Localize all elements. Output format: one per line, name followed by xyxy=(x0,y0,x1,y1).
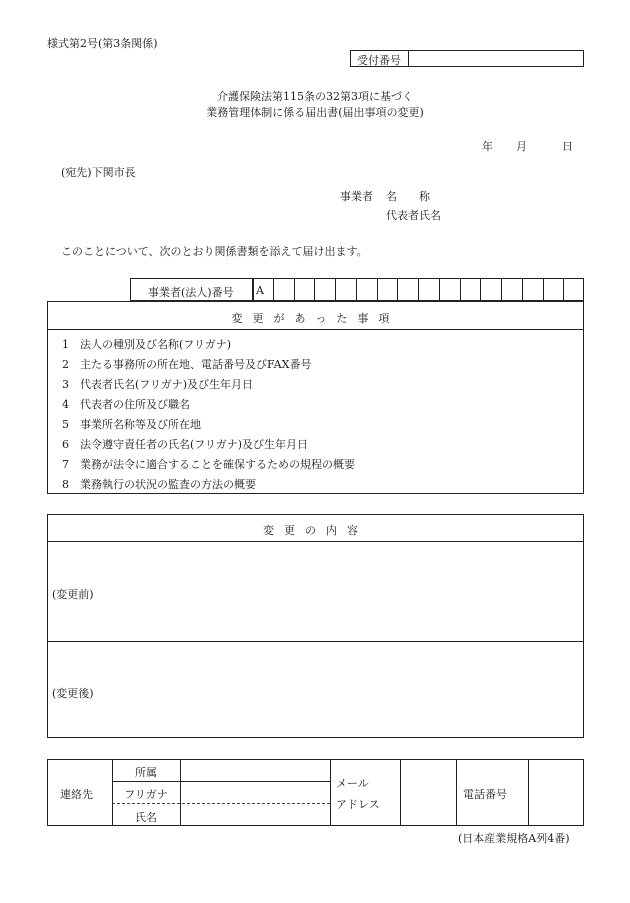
business-number-cell-divider xyxy=(273,278,274,301)
changed-item-3[interactable] xyxy=(62,376,253,392)
business-number-cell-divider xyxy=(377,278,378,301)
footer-note: (日本産業規格A列4番) xyxy=(458,832,570,845)
changed-item-num: 2 xyxy=(62,358,69,371)
changed-item-2[interactable] xyxy=(62,356,311,372)
business-number-cell-divider xyxy=(294,278,295,301)
form-id: 様式第2号(第3条関係) xyxy=(47,37,158,50)
addressee: (宛先)下関市長 xyxy=(61,166,136,179)
contact-label: 連絡先 xyxy=(60,788,93,801)
changed-item-num: 4 xyxy=(62,398,69,411)
contact-row-divider xyxy=(112,781,330,782)
business-number-cell-divider xyxy=(418,278,419,301)
contact-divider xyxy=(456,759,457,826)
changed-item-text: 法令遵守責任者の氏名(フリガナ)及び生年月日 xyxy=(80,438,309,451)
business-number-cell-divider xyxy=(335,278,336,301)
applicant-rep-label: 代表者氏名 xyxy=(386,209,441,222)
contact-phone-label: 電話番号 xyxy=(463,788,507,801)
contact-name-label: 氏名 xyxy=(135,811,157,824)
reception-value-field[interactable] xyxy=(414,52,580,65)
business-number-label: 事業者(法人)番号 xyxy=(148,286,234,299)
contact-divider xyxy=(330,759,331,826)
contact-row-divider-dashed xyxy=(112,803,330,804)
contact-name-field[interactable] xyxy=(184,806,326,823)
changed-item-num: 1 xyxy=(62,338,69,351)
contact-mail-field[interactable] xyxy=(404,762,454,822)
changed-item-text: 業務執行の状況の監査の方法の概要 xyxy=(80,478,256,491)
changed-item-text: 主たる事務所の所在地、電話番号及びFAX番号 xyxy=(80,358,312,371)
contact-furigana-label: フリガナ xyxy=(124,788,168,801)
changed-item-text: 代表者氏名(フリガナ)及び生年月日 xyxy=(80,378,254,391)
business-number-cell-divider xyxy=(460,278,461,301)
business-number-cell-divider xyxy=(501,278,502,301)
changed-item-8[interactable] xyxy=(62,476,256,492)
business-number-cell-divider xyxy=(439,278,440,301)
change-before-field[interactable] xyxy=(110,548,578,636)
business-number-cell-divider xyxy=(522,278,523,301)
changed-item-num: 5 xyxy=(62,418,69,431)
applicant-label: 事業者 xyxy=(340,190,373,203)
change-after-label: (変更後) xyxy=(52,687,94,700)
business-number-cell-divider xyxy=(314,278,315,301)
changed-item-text: 代表者の住所及び職名 xyxy=(80,398,190,411)
applicant-name-label: 名 称 xyxy=(386,190,430,203)
changed-item-text: 法人の種別及び名称(フリガナ) xyxy=(80,338,232,351)
business-number-prefix: A xyxy=(256,284,264,297)
business-number-cell-divider xyxy=(397,278,398,301)
date-day-label: 日 xyxy=(562,140,573,153)
business-number-cell-divider xyxy=(563,278,564,301)
changed-item-num: 6 xyxy=(62,438,69,451)
change-after-field[interactable] xyxy=(110,648,578,734)
changed-item-num: 3 xyxy=(62,378,69,391)
contact-mail-label-2: アドレス xyxy=(336,798,380,811)
contact-divider xyxy=(528,759,529,826)
change-content-header: 変更の内容 xyxy=(263,524,368,537)
changed-item-6[interactable] xyxy=(62,436,308,452)
title-line-1: 介護保険法第115条の32第3項に基づく xyxy=(217,90,413,103)
business-number-divider xyxy=(252,278,254,301)
reception-divider xyxy=(408,50,409,67)
contact-affiliation-label: 所属 xyxy=(135,766,157,779)
business-number-cell-divider xyxy=(480,278,481,301)
changed-item-7[interactable] xyxy=(62,456,355,472)
reception-label: 受付番号 xyxy=(357,54,401,67)
changed-item-5[interactable] xyxy=(62,416,201,432)
changed-item-text: 業務が法令に適合することを確保するための規程の概要 xyxy=(80,458,355,471)
changed-item-text: 事業所名称等及び所在地 xyxy=(80,418,201,431)
contact-mail-label-1: メール xyxy=(336,777,369,790)
date-year-label: 年 xyxy=(482,140,493,153)
change-content-mid-divider xyxy=(47,641,584,642)
intro-text: このことについて、次のとおり関係書類を添えて届け出ます。 xyxy=(61,245,368,258)
title-line-2: 業務管理体制に係る届出書(届出事項の変更) xyxy=(206,106,424,119)
contact-phone-field[interactable] xyxy=(532,762,582,822)
business-number-cell-divider xyxy=(356,278,357,301)
changed-item-4[interactable] xyxy=(62,396,190,412)
changed-items-header: 変更があった事項 xyxy=(231,312,400,325)
change-content-header-divider xyxy=(47,541,584,542)
changed-item-num: 7 xyxy=(62,458,69,471)
contact-divider xyxy=(180,759,181,826)
date-month-label: 月 xyxy=(516,140,527,153)
contact-divider xyxy=(400,759,401,826)
contact-furigana-field[interactable] xyxy=(184,784,326,801)
changed-items-header-divider xyxy=(47,329,584,330)
changed-item-1[interactable] xyxy=(62,336,231,352)
business-number-cell-divider xyxy=(543,278,544,301)
contact-affiliation-field[interactable] xyxy=(184,762,326,779)
changed-item-num: 8 xyxy=(62,478,69,491)
change-before-label: (変更前) xyxy=(52,588,94,601)
